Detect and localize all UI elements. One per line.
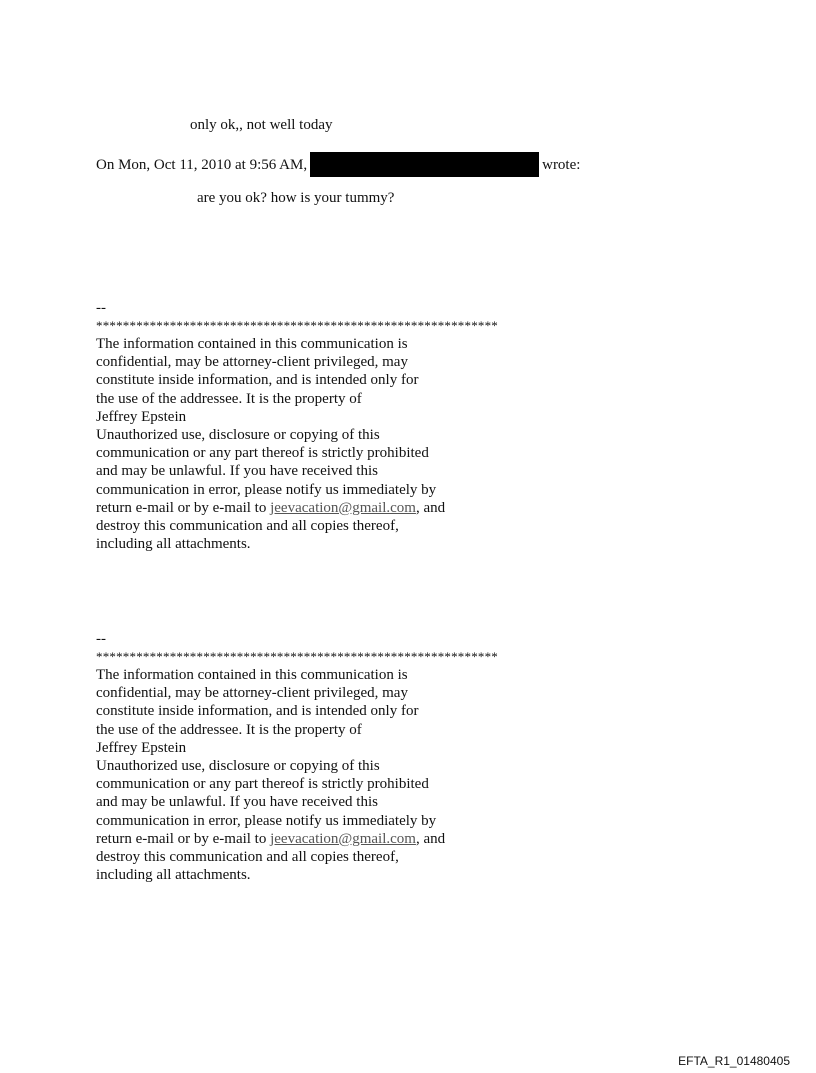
disclaimer-line: communication in error, please notify us immediately by bbox=[96, 481, 437, 498]
disclaimer-line: Unauthorized use, disclosure or copying of this bbox=[96, 758, 380, 775]
email-link[interactable]: jeevacation@gmail.com bbox=[270, 499, 416, 516]
quoted-text: are you ok? how is your tummy? bbox=[197, 190, 395, 206]
disclaimer-line: Jeffrey Epstein bbox=[96, 739, 187, 756]
disclaimer-line: Jeffrey Epstein bbox=[96, 408, 187, 425]
disclaimer-line: Unauthorized use, disclosure or copying of this bbox=[96, 427, 380, 444]
quote-header-suffix: wrote: bbox=[542, 156, 581, 173]
signature-stars: ************************************************************ bbox=[96, 318, 498, 333]
disclaimer-line: the use of the addressee. It is the property of bbox=[96, 390, 362, 407]
email-line-prefix: return e-mail or by e-mail to bbox=[96, 499, 271, 516]
document-id: EFTA_R1_01480405 bbox=[678, 1054, 790, 1068]
disclaimer-line: The information contained in this communication is bbox=[96, 336, 408, 352]
disclaimer-line-email bbox=[96, 499, 576, 517]
quote-header-prefix: On Mon, Oct 11, 2010 at 9:56 AM, bbox=[96, 156, 308, 173]
disclaimer-line: confidential, may be attorney-client privileged, may bbox=[96, 354, 408, 371]
disclaimer-line: communication in error, please notify us immediately by bbox=[96, 812, 437, 829]
disclaimer-line: and may be unlawful. If you have received this bbox=[96, 794, 378, 811]
disclaimer-line: communication or any part thereof is strictly prohibited bbox=[96, 445, 429, 462]
signature-dash: -- bbox=[96, 631, 106, 647]
quote-header bbox=[96, 152, 580, 177]
email-line-prefix: return e-mail or by e-mail to bbox=[96, 830, 271, 847]
disclaimer-line: destroy this communication and all copies thereof, bbox=[96, 849, 399, 866]
disclaimer-line: including all attachments. bbox=[96, 536, 251, 553]
disclaimer-line-email bbox=[96, 830, 576, 848]
disclaimer-line: communication or any part thereof is strictly prohibited bbox=[96, 776, 429, 793]
disclaimer-line: and may be unlawful. If you have received this bbox=[96, 463, 378, 480]
disclaimer-line: confidential, may be attorney-client privileged, may bbox=[96, 685, 408, 702]
disclaimer-line: the use of the addressee. It is the property of bbox=[96, 721, 362, 738]
disclaimer-line: The information contained in this communication is bbox=[96, 667, 408, 683]
disclaimer-line: destroy this communication and all copies thereof, bbox=[96, 518, 399, 535]
disclaimer-line: constitute inside information, and is intended only for bbox=[96, 372, 419, 389]
reply-text: only ok,, not well today bbox=[190, 117, 333, 133]
disclaimer-line: including all attachments. bbox=[96, 867, 251, 884]
signature-dash: -- bbox=[96, 300, 106, 316]
email-line-suffix: , and bbox=[415, 499, 446, 516]
redaction-block bbox=[310, 152, 539, 177]
disclaimer-line: constitute inside information, and is intended only for bbox=[96, 703, 419, 720]
disclaimer-text bbox=[96, 335, 576, 553]
disclaimer-block bbox=[96, 630, 576, 884]
disclaimer-block bbox=[96, 299, 576, 553]
disclaimer-text bbox=[96, 666, 576, 884]
email-line-suffix: , and bbox=[415, 830, 446, 847]
email-link[interactable]: jeevacation@gmail.com bbox=[270, 830, 416, 847]
signature-stars: ************************************************************ bbox=[96, 649, 498, 664]
